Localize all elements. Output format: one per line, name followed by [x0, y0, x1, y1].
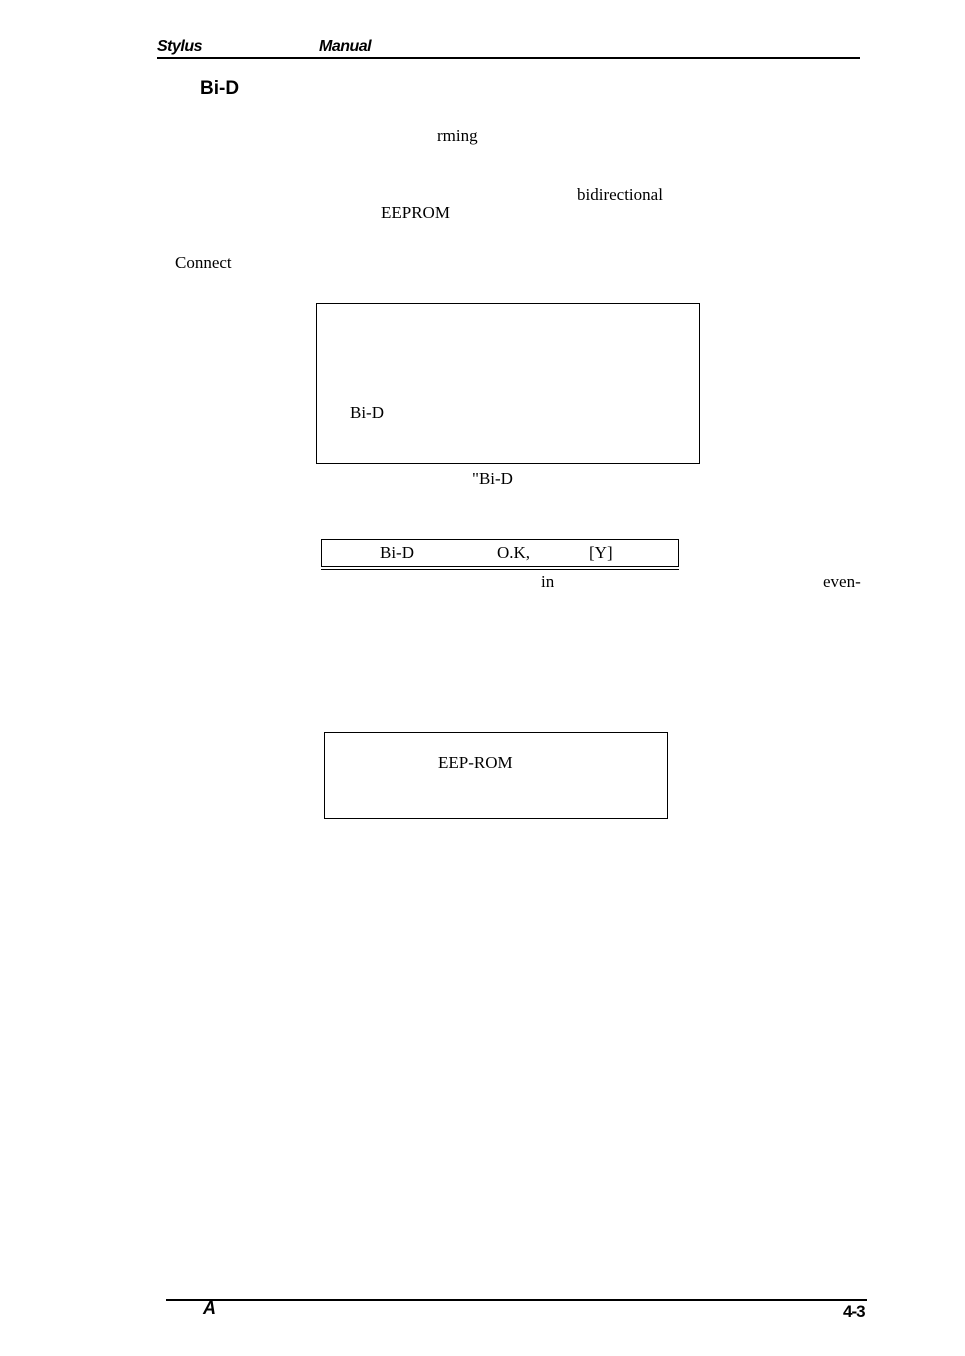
body-fragment-rming: rming — [437, 126, 478, 145]
prompt-key: [Y] — [589, 543, 613, 562]
header-rule — [157, 57, 860, 59]
prompt-ok: O.K, — [497, 543, 531, 562]
footer-chapter-letter: A — [203, 1298, 216, 1318]
prompt-label-bi-d: Bi-D — [380, 543, 414, 562]
prompt-underline — [321, 569, 679, 570]
body-fragment-even: even- — [823, 572, 861, 591]
screen-display-box — [316, 303, 700, 464]
body-fragment-in: in — [541, 572, 555, 591]
footer-page-number: 4-3 — [843, 1302, 865, 1321]
screen-label-bi-d: Bi-D — [350, 403, 384, 422]
screen-label-eep-rom: EEP-ROM — [438, 753, 513, 772]
eeprom-screen-box — [324, 732, 668, 819]
section-heading: Bi-D — [200, 78, 240, 99]
caption-bi-d: "Bi-D — [472, 469, 513, 488]
body-fragment-connect: Connect — [175, 253, 232, 272]
prompt-box — [321, 539, 679, 567]
header-product: Stylus — [157, 38, 203, 55]
body-fragment-eeprom: EEPROM — [381, 203, 450, 222]
footer-rule — [166, 1299, 867, 1301]
header-doc-type: Manual — [319, 38, 372, 55]
body-fragment-bidirectional: bidirectional — [577, 185, 663, 204]
